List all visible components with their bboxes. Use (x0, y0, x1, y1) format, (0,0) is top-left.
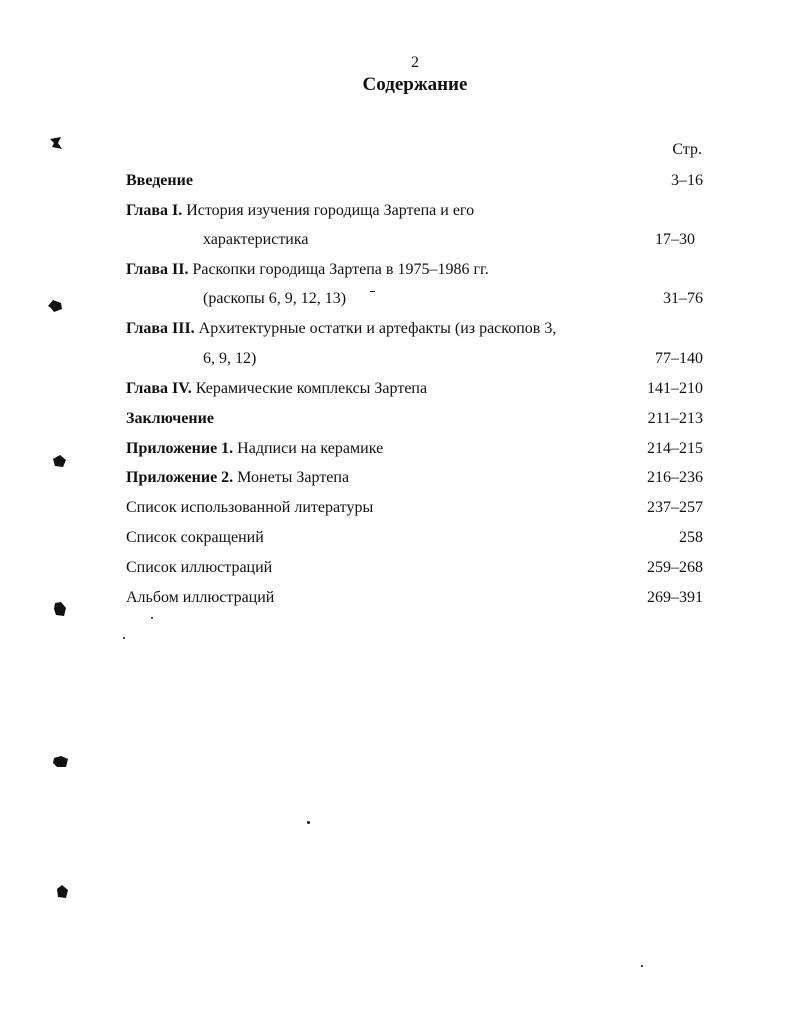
toc-entry-chapter-1-continuation: характеристика (203, 231, 309, 248)
toc-entry-chapter-2-continuation: (раскопы 6, 9, 12, 13) (203, 290, 347, 307)
toc-entry-text: Список использованной литературы (126, 499, 374, 516)
toc-entry-bold: Приложение 2. (126, 469, 234, 486)
toc-entry-chapter-3-continuation: 6, 9, 12) (203, 350, 257, 367)
scan-dot (641, 965, 643, 967)
toc-entry-text: История изучения городища Зартепа и его (182, 202, 475, 219)
toc-page-chapter-4: 141–210 (647, 380, 703, 397)
toc-entry-bold: Глава I. (126, 202, 183, 219)
scan-dot (307, 821, 310, 824)
scan-speck-1 (48, 136, 64, 152)
toc-entry-text: Раскопки городища Зартепа в 1975–1986 гг. (188, 261, 489, 278)
toc-entry-abbreviations (126, 529, 264, 547)
toc-entry-illustrations-album (126, 589, 274, 607)
toc-page-chapter-3: 77–140 (655, 350, 703, 367)
toc-entry-text: Архитектурные остатки и артефакты (из раскопов 3, (194, 320, 557, 337)
toc-entry-appendix-1 (126, 440, 383, 458)
toc-page-illustrations-list: 259–268 (647, 559, 703, 576)
toc-page-chapter-2: 31–76 (663, 290, 703, 307)
scan-speck-6 (54, 884, 70, 900)
toc-entry-bold: Заключение (126, 410, 214, 427)
toc-page-appendix-1: 214–215 (647, 440, 703, 457)
toc-page-appendix-2: 216–236 (647, 469, 703, 486)
toc-page-introduction: 3–16 (671, 172, 703, 189)
scan-speck-4 (52, 601, 68, 619)
toc-page-conclusion: 211–213 (647, 410, 703, 427)
toc-entry-bibliography (126, 499, 373, 517)
toc-entry-appendix-2 (126, 469, 349, 487)
scan-speck-5 (52, 754, 70, 770)
page-column-label: Стр. (672, 141, 702, 158)
toc-entry-bold: Глава II. (126, 261, 189, 278)
scan-dot (151, 617, 153, 619)
toc-entry-bold: Глава IV. (126, 380, 192, 397)
page-number: 2 (411, 54, 419, 71)
toc-entry-text: Надписи на керамике (233, 440, 384, 457)
page-title: Содержание (362, 74, 468, 95)
toc-entry-chapter-2 (126, 261, 489, 279)
toc-entry-bold: Глава III. (126, 320, 195, 337)
toc-page-abbreviations: 258 (679, 529, 703, 546)
scan-speck-2 (46, 298, 64, 314)
toc-entry-illustrations-list (126, 559, 272, 577)
toc-entry-chapter-3 (126, 320, 556, 338)
scan-speck-3 (52, 454, 68, 470)
toc-entry-bold: Введение (126, 172, 193, 189)
scan-dot (370, 291, 375, 292)
toc-entry-text: Керамические комплексы Зартепа (191, 380, 428, 397)
toc-entry-text: Список сокращений (126, 529, 264, 546)
scan-dot (123, 637, 125, 639)
toc-entry-conclusion (126, 410, 214, 428)
toc-entry-chapter-1 (126, 202, 474, 220)
toc-entry-text: Список иллюстраций (126, 559, 273, 576)
toc-entry-introduction (126, 172, 193, 190)
toc-page-bibliography: 237–257 (647, 499, 703, 516)
toc-entry-text: Монеты Зартепа (233, 469, 350, 486)
toc-entry-text: Альбом иллюстраций (126, 589, 275, 606)
toc-page-chapter-1: 17–30 (655, 231, 695, 248)
toc-entry-bold: Приложение 1. (126, 440, 234, 457)
toc-page-illustrations-album: 269–391 (647, 589, 703, 606)
toc-entry-chapter-4 (126, 380, 427, 398)
